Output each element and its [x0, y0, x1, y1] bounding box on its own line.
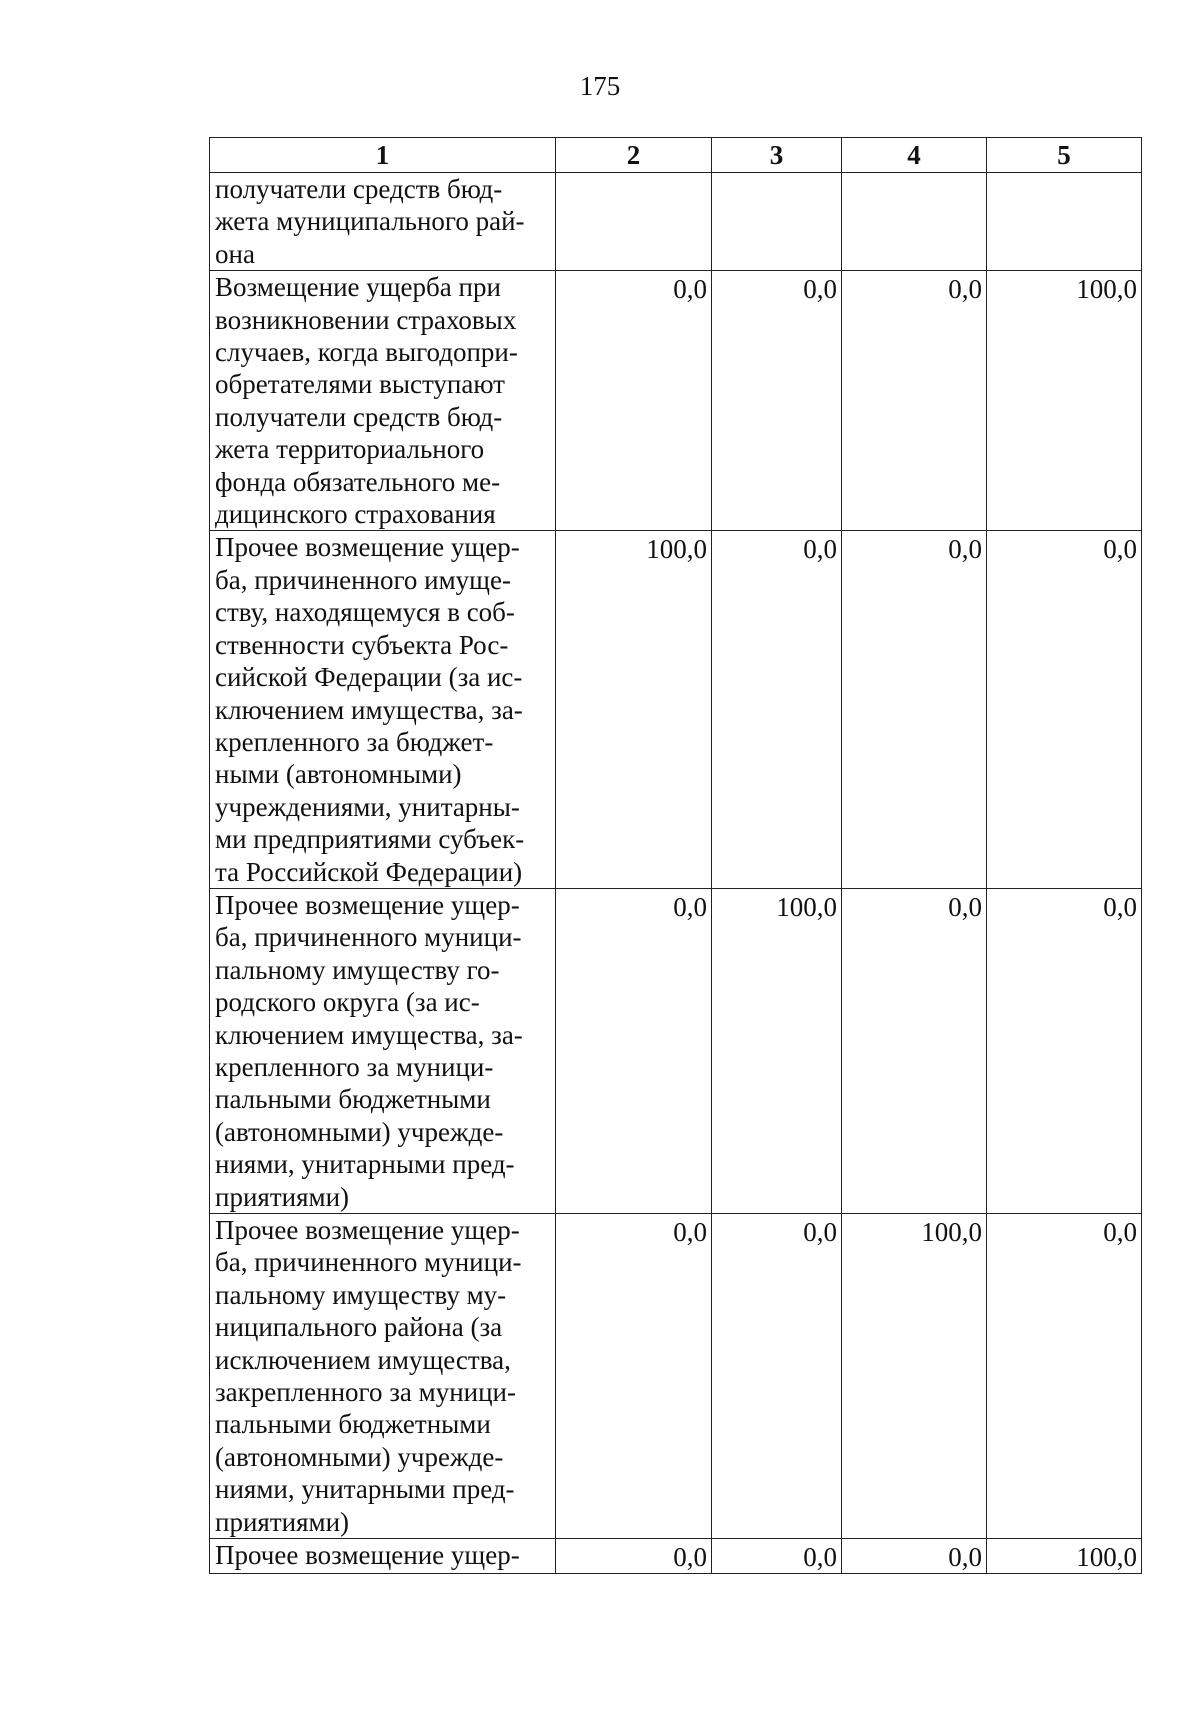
value-cell-col-4: 0,0 — [842, 531, 987, 888]
header-cell-col-4: 4 — [842, 138, 987, 173]
value-cell-col-5: 0,0 — [987, 531, 1142, 888]
row-name-cell — [210, 271, 556, 531]
header-cell-col-2: 2 — [556, 138, 712, 173]
value-cell-col-3: 0,0 — [712, 1539, 842, 1574]
value-cell-col-3: 0,0 — [712, 531, 842, 888]
name-line: возникновении страховых — [215, 304, 517, 335]
name-line: ба, причиненного имуще- — [215, 564, 511, 595]
name-line: Прочее возмещение ущер- — [215, 889, 520, 920]
table-row — [210, 531, 1142, 888]
value-cell-col-5: 100,0 — [987, 271, 1142, 531]
name-line: ми предприятиями субъек- — [215, 824, 525, 855]
value-cell-col-3 — [712, 173, 842, 271]
table-row — [210, 271, 1142, 531]
name-line: обретателями выступают — [215, 369, 505, 400]
name-line: жета муниципального рай- — [215, 206, 525, 237]
value-cell-col-3: 0,0 — [712, 271, 842, 531]
name-line: исключением имущества, — [215, 1344, 511, 1375]
table-row — [210, 888, 1142, 1213]
value-cell-col-5: 0,0 — [987, 888, 1142, 1213]
value-cell-col-4: 100,0 — [842, 1214, 987, 1539]
value-cell-col-4: 0,0 — [842, 1539, 987, 1574]
value-cell-col-2: 0,0 — [556, 888, 712, 1213]
name-line: ными (автономными) — [215, 759, 462, 790]
name-line: пальными бюджетными — [215, 1084, 491, 1115]
name-line: сийской Федерации (за ис- — [215, 662, 523, 693]
value-cell-col-2: 100,0 — [556, 531, 712, 888]
page-number: 175 — [579, 71, 621, 101]
name-line: учреждениями, унитарны- — [215, 791, 520, 822]
name-line: жета территориального — [215, 434, 485, 465]
header-cell-col-3: 3 — [712, 138, 842, 173]
name-line: случаев, когда выгодопри- — [215, 337, 518, 368]
value-cell-col-2: 0,0 — [556, 271, 712, 531]
data-table — [209, 137, 1142, 1574]
value-cell-col-5: 100,0 — [987, 1539, 1142, 1574]
value-cell-col-3: 100,0 — [712, 888, 842, 1213]
name-line: Прочее возмещение ущер- — [215, 532, 520, 563]
table-row — [210, 1214, 1142, 1539]
name-line: Прочее возмещение ущер- — [215, 1215, 520, 1245]
name-line: крепленного за бюджет- — [215, 726, 494, 757]
header-cell-col-5: 5 — [987, 138, 1142, 173]
row-name-cell — [210, 531, 556, 888]
name-line: ба, причиненного муници- — [215, 922, 522, 953]
name-line: ба, причиненного муници- — [215, 1247, 522, 1278]
value-cell-col-4: 0,0 — [842, 271, 987, 531]
row-name-cell — [210, 888, 556, 1213]
value-cell-col-2: 0,0 — [556, 1214, 712, 1539]
name-line: фонда обязательного ме- — [215, 466, 501, 497]
name-line: приятиями) — [215, 1181, 350, 1212]
name-line: приятиями) — [215, 1506, 350, 1537]
value-cell-col-4 — [842, 173, 987, 271]
name-line: получатели средств бюд- — [215, 401, 503, 432]
name-line: пальному имуществу го- — [215, 954, 500, 985]
name-line: ственности субъекта Рос- — [215, 629, 509, 660]
name-line: Возмещение ущерба при — [215, 272, 501, 303]
row-name-cell — [210, 1214, 556, 1539]
table-row — [210, 173, 1142, 271]
name-line: родского округа (за ис- — [215, 987, 480, 1018]
value-cell-col-2: 0,0 — [556, 1539, 712, 1574]
row-name-cell — [210, 173, 556, 271]
value-cell-col-3: 0,0 — [712, 1214, 842, 1539]
name-line: пальными бюджетными — [215, 1409, 491, 1440]
name-line: ниями, унитарными пред- — [215, 1474, 515, 1505]
name-line: дицинского страхования — [215, 499, 496, 530]
name-line: та Российской Федерации) — [215, 856, 523, 887]
table-row — [210, 1539, 1142, 1574]
name-line: крепленного за муници- — [215, 1051, 494, 1082]
value-cell-col-2 — [556, 173, 712, 271]
name-line: она — [215, 238, 255, 269]
name-line: получатели средств бюд- — [215, 174, 503, 204]
name-line: пальному имуществу му- — [215, 1279, 507, 1310]
name-line: ству, находящемуся в соб- — [215, 597, 515, 628]
header-row — [210, 138, 1142, 173]
name-line: ключением имущества, за- — [215, 694, 523, 725]
header-cell-col-1: 1 — [210, 138, 556, 173]
name-line: ключением имущества, за- — [215, 1019, 523, 1050]
value-cell-col-4: 0,0 — [842, 888, 987, 1213]
table-body — [210, 173, 1142, 1574]
name-line: закрепленного за муници- — [215, 1377, 516, 1408]
value-cell-col-5 — [987, 173, 1142, 271]
name-line: ниципального района (за — [215, 1312, 503, 1343]
name-line: ниями, унитарными пред- — [215, 1149, 515, 1180]
name-line: (автономными) учрежде- — [215, 1441, 504, 1472]
row-name-cell — [210, 1539, 556, 1574]
value-cell-col-5: 0,0 — [987, 1214, 1142, 1539]
name-line: (автономными) учрежде- — [215, 1116, 504, 1147]
name-line: Прочее возмещение ущер- — [215, 1540, 520, 1571]
